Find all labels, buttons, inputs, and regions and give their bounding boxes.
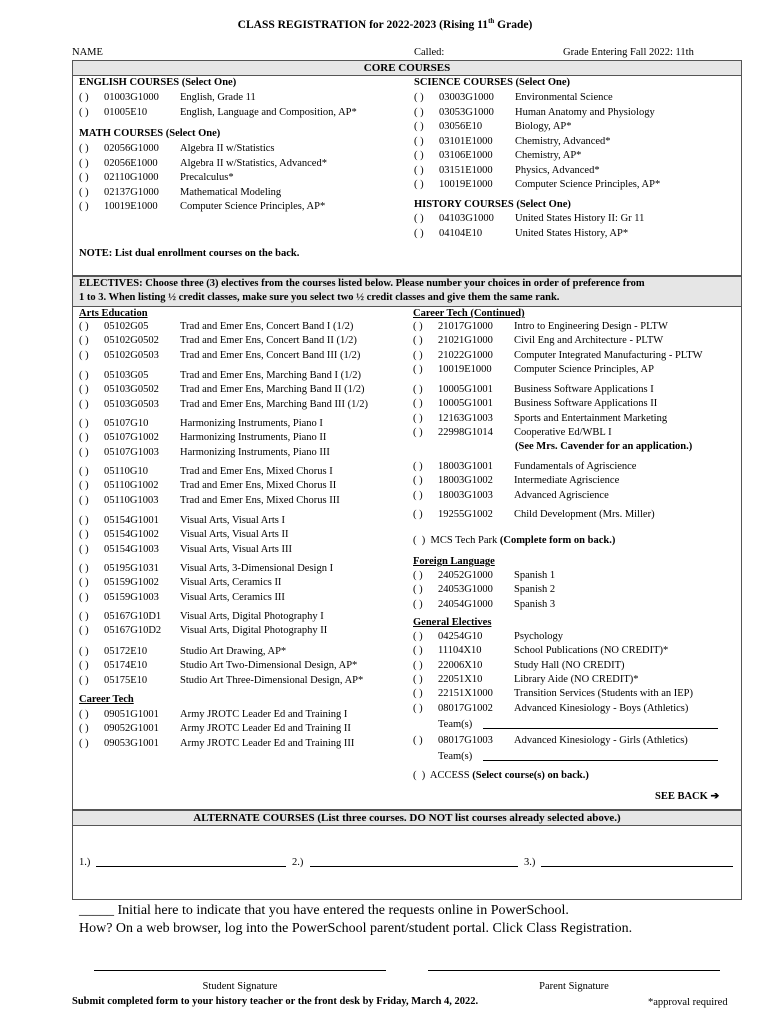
course-name: Army JROTC Leader Ed and Training I <box>180 709 348 720</box>
course-name: Visual Arts, Ceramics III <box>180 591 285 603</box>
course-name: Harmonizing Instruments, Piano III <box>180 446 330 458</box>
course-code: 05102G0502 <box>104 335 159 347</box>
course-checkbox[interactable]: ( ) <box>413 398 423 410</box>
course-code: 03101E1000 <box>439 135 493 147</box>
course-code: 03003G1000 <box>439 92 494 103</box>
course-name: Trad and Emer Ens, Marching Band III (1/2) <box>180 398 368 410</box>
core-courses-box <box>72 60 742 276</box>
course-checkbox[interactable]: ( ) <box>414 179 424 190</box>
see-back-note: SEE BACK ➔ <box>655 791 720 802</box>
team-line-girls[interactable] <box>483 760 718 761</box>
called-label: Called: <box>414 47 445 58</box>
arts-education-heading: Arts Education <box>79 308 148 319</box>
science-heading: SCIENCE COURSES (Select One) <box>414 77 571 88</box>
course-name: English, Language and Composition, AP* <box>180 106 357 118</box>
course-name: Computer Science Principles, AP* <box>180 201 326 212</box>
course-checkbox[interactable]: ( ) <box>79 321 89 332</box>
course-checkbox[interactable]: ( ) <box>79 418 89 429</box>
course-checkbox[interactable]: ( ) <box>413 349 423 361</box>
course-code: 03053G1000 <box>439 106 494 118</box>
course-code: 05174E10 <box>104 660 148 672</box>
course-checkbox[interactable]: ( ) <box>413 335 423 347</box>
career-tech-heading: Career Tech <box>79 694 134 705</box>
course-code: 22151X1000 <box>438 688 493 700</box>
course-code: 05154G1001 <box>104 515 159 526</box>
course-checkbox[interactable]: ( ) <box>79 446 89 458</box>
course-checkbox[interactable]: ( ) <box>79 432 89 444</box>
course-code: 05103G0503 <box>104 398 159 410</box>
submit-instructions: Submit completed form to your history teacher or the front desk by Friday, March 4, 2022. <box>72 996 479 1007</box>
course-name: Visual Arts, Visual Arts III <box>180 543 292 555</box>
course-checkbox[interactable]: ( ) <box>79 106 89 118</box>
course-checkbox[interactable]: ( ) <box>79 92 89 103</box>
approval-note: *approval required <box>648 997 728 1008</box>
course-code: 02110G1000 <box>104 172 159 183</box>
course-code: 08017G1003 <box>438 735 493 746</box>
course-checkbox[interactable]: ( ) <box>79 563 89 574</box>
course-code: 10005G1001 <box>438 398 493 410</box>
course-code: 02056G1000 <box>104 143 159 154</box>
course-checkbox[interactable]: ( ) <box>414 92 424 103</box>
course-code: 24052G1000 <box>438 570 493 581</box>
course-name: Harmonizing Instruments, Piano I <box>180 418 323 429</box>
course-checkbox[interactable]: ( ) <box>79 625 89 637</box>
course-checkbox[interactable]: ( ) <box>413 489 423 501</box>
course-code: 04104E10 <box>439 227 483 239</box>
course-code: 05107G1003 <box>104 446 159 458</box>
course-checkbox[interactable]: ( ) <box>79 143 89 154</box>
course-checkbox[interactable]: ( ) <box>413 384 423 395</box>
course-name: Algebra II w/Statistics <box>180 143 275 154</box>
course-name: Trad and Emer Ens, Mixed Chorus I <box>180 466 333 477</box>
course-name: Computer Science Principles, AP <box>514 363 654 375</box>
course-code: 05154G1003 <box>104 543 159 555</box>
course-code: 05154G1002 <box>104 529 159 541</box>
course-name: Biology, AP* <box>515 121 572 132</box>
course-code: 05102G0503 <box>104 349 159 361</box>
alternate-courses-header: ALTERNATE COURSES (List three courses. DO NOT list courses already selected above.) <box>72 810 742 826</box>
course-code: 05102G05 <box>104 321 149 332</box>
course-code: 10005G1001 <box>438 384 493 395</box>
course-name: United States History, AP* <box>515 227 629 239</box>
course-name: Army JROTC Leader Ed and Training III <box>180 737 355 749</box>
course-name: Trad and Emer Ens, Concert Band III (1/2) <box>180 349 361 361</box>
course-checkbox[interactable]: ( ) <box>414 227 424 239</box>
course-code: 22051X10 <box>438 673 483 685</box>
course-code: 11104X10 <box>438 645 482 657</box>
course-checkbox[interactable]: ( ) <box>413 584 423 596</box>
course-code: 09053G1001 <box>104 737 159 749</box>
course-checkbox[interactable]: ( ) <box>413 461 423 472</box>
course-name: Spanish 3 <box>514 598 556 610</box>
alternate-input-2[interactable] <box>310 866 518 867</box>
course-code: 05110G10 <box>104 466 148 477</box>
course-name: Sports and Entertainment Marketing <box>514 412 668 424</box>
course-name: Business Software Applications I <box>514 384 654 395</box>
course-checkbox[interactable]: ( ) <box>413 475 423 487</box>
alternate-input-3[interactable] <box>541 866 733 867</box>
course-code: 03106E1000 <box>439 150 493 161</box>
form-title: CLASS REGISTRATION for 2022-2023 (Rising 11th Grade) <box>237 17 533 31</box>
course-checkbox[interactable]: ( ) <box>413 509 423 520</box>
course-code: 02137G1000 <box>104 186 159 198</box>
course-code: 08017G1002 <box>438 702 493 714</box>
course-checkbox[interactable]: ( ) <box>413 735 423 746</box>
course-name: Trad and Emer Ens, Mixed Chorus II <box>180 480 337 492</box>
course-checkbox[interactable]: ( ) <box>79 201 89 212</box>
general-electives-heading: General Electives <box>413 617 492 628</box>
course-name: Advanced Kinesiology - Girls (Athletics) <box>514 735 688 746</box>
course-name: Transition Services (Students with an IEP) <box>514 688 693 700</box>
course-name: Trad and Emer Ens, Marching Band II (1/2) <box>180 384 365 396</box>
course-name: Fundamentals of Agriscience <box>514 461 637 472</box>
course-checkbox[interactable]: ( ) <box>79 577 89 589</box>
course-checkbox[interactable]: ( ) <box>414 150 424 161</box>
course-code: 18003G1002 <box>438 475 493 487</box>
team-line-boys[interactable] <box>483 728 718 729</box>
course-name: Library Aide (NO CREDIT)* <box>514 673 639 685</box>
cavender-note: (See Mrs. Cavender for an application.) <box>515 441 693 452</box>
course-checkbox[interactable]: ( ) <box>79 186 89 198</box>
course-checkbox[interactable]: ( ) <box>414 135 424 147</box>
course-name: Spanish 1 <box>514 570 556 581</box>
course-name: Army JROTC Leader Ed and Training II <box>180 723 351 735</box>
course-code: 21017G1000 <box>438 321 493 332</box>
course-code: 10019E1000 <box>439 179 493 190</box>
alternate-label-3: 3.) <box>524 857 536 868</box>
course-code: 19255G1002 <box>438 509 493 520</box>
alternate-label-1: 1.) <box>79 857 91 868</box>
course-name: Trad and Emer Ens, Mixed Chorus III <box>180 494 340 506</box>
course-code: 10019E1000 <box>104 201 158 212</box>
course-name: Visual Arts, Ceramics II <box>180 577 282 589</box>
course-name: Studio Art Drawing, AP* <box>180 646 287 657</box>
student-signature-line[interactable] <box>94 970 386 971</box>
course-checkbox[interactable]: ( ) <box>79 737 89 749</box>
course-name: Visual Arts, Visual Arts I <box>180 515 286 526</box>
course-code: 05167G10D1 <box>104 611 162 622</box>
grade-label: Grade Entering Fall 2022: 11th <box>563 47 694 58</box>
course-checkbox[interactable]: ( ) <box>414 213 424 224</box>
course-checkbox[interactable]: ( ) <box>79 515 89 526</box>
course-name: Chemistry, Advanced* <box>515 135 611 147</box>
course-name: Study Hall (NO CREDIT) <box>514 659 625 671</box>
course-code: 05107G10 <box>104 418 149 429</box>
course-name: Intermediate Agriscience <box>514 475 620 487</box>
course-name: Harmonizing Instruments, Piano II <box>180 432 327 444</box>
course-code: 09051G1001 <box>104 709 159 720</box>
course-name: Human Anatomy and Physiology <box>515 106 655 118</box>
course-code: 01005E10 <box>104 106 148 118</box>
electives-instructions-line1: ELECTIVES: Choose three (3) electives from the courses listed below. Please number your choices in order of preference from <box>79 278 645 289</box>
course-checkbox[interactable]: ( ) <box>413 702 423 714</box>
course-code: 21022G1000 <box>438 349 493 361</box>
mcs-tech-park-row[interactable]: ( ) MCS Tech Park (Complete form on back.) <box>413 535 616 546</box>
career-tech-continued-heading: Career Tech (Continued) <box>413 308 525 319</box>
core-courses-header: CORE COURSES <box>72 60 742 76</box>
course-checkbox[interactable]: ( ) <box>79 709 89 720</box>
course-code: 05159G1002 <box>104 577 159 589</box>
course-checkbox[interactable]: ( ) <box>79 674 89 686</box>
course-checkbox[interactable]: ( ) <box>79 370 89 381</box>
powerschool-initial-text: _____ Initial here to indicate that you have entered the requests online in PowerSchool. <box>79 903 569 918</box>
course-code: 10019E1000 <box>438 363 492 375</box>
course-checkbox[interactable]: ( ) <box>79 646 89 657</box>
course-code: 04103G1000 <box>439 213 494 224</box>
course-code: 22998G1014 <box>438 426 493 438</box>
course-name: Visual Arts, Digital Photography I <box>180 611 324 622</box>
student-signature-label: Student Signature <box>202 981 278 992</box>
history-heading: HISTORY COURSES (Select One) <box>414 199 571 210</box>
course-checkbox[interactable]: ( ) <box>79 494 89 506</box>
course-name: Psychology <box>514 631 564 642</box>
arrow-right-icon: ➔ <box>710 791 720 802</box>
course-code: 02056E1000 <box>104 157 158 169</box>
course-name: Computer Science Principles, AP* <box>515 179 661 190</box>
electives-instructions-line2: 1 to 3. When listing ½ credit classes, make sure you select two ½ credit classes and give them the same rank. <box>79 292 560 303</box>
course-code: 24054G1000 <box>438 598 493 610</box>
course-name: Civil Eng and Architecture - PLTW <box>514 335 664 347</box>
course-checkbox[interactable]: ( ) <box>79 398 89 410</box>
course-code: 05103G0502 <box>104 384 159 396</box>
course-checkbox[interactable]: ( ) <box>79 529 89 541</box>
course-checkbox[interactable]: ( ) <box>414 164 424 176</box>
course-checkbox[interactable]: ( ) <box>79 660 89 672</box>
course-checkbox[interactable]: ( ) <box>79 157 89 169</box>
course-code: 18003G1003 <box>438 489 493 501</box>
course-name: Mathematical Modeling <box>180 186 282 198</box>
course-checkbox[interactable]: ( ) <box>413 645 423 657</box>
course-checkbox[interactable]: ( ) <box>79 591 89 603</box>
course-checkbox[interactable]: ( ) <box>79 480 89 492</box>
course-code: 22006X10 <box>438 659 483 671</box>
course-code: 04254G10 <box>438 631 483 642</box>
course-checkbox[interactable]: ( ) <box>79 611 89 622</box>
course-name: Studio Art Two-Dimensional Design, AP* <box>180 660 358 672</box>
team-label-girls: Team(s) <box>438 751 473 762</box>
course-name: Cooperative Ed/WBL I <box>514 426 612 438</box>
course-name: Spanish 2 <box>514 584 556 596</box>
course-name: Business Software Applications II <box>514 398 658 410</box>
course-checkbox[interactable]: ( ) <box>413 570 423 581</box>
course-checkbox[interactable]: ( ) <box>413 659 423 671</box>
course-name: Visual Arts, 3-Dimensional Design I <box>180 563 334 574</box>
course-name: Child Development (Mrs. Miller) <box>514 509 655 520</box>
course-name: Studio Art Three-Dimensional Design, AP* <box>180 674 364 686</box>
parent-signature-label: Parent Signature <box>539 981 609 992</box>
math-heading: MATH COURSES (Select One) <box>79 128 221 139</box>
course-checkbox[interactable]: ( ) <box>414 106 424 118</box>
course-code: 03151E1000 <box>439 164 493 176</box>
course-checkbox[interactable]: ( ) <box>413 598 423 610</box>
foreign-language-heading: Foreign Language <box>413 556 495 567</box>
alternate-input-1[interactable] <box>96 866 286 867</box>
course-code: 03056E10 <box>439 121 483 132</box>
course-code: 18003G1001 <box>438 461 493 472</box>
course-checkbox[interactable]: ( ) <box>79 335 89 347</box>
course-checkbox[interactable]: ( ) <box>413 673 423 685</box>
course-name: English, Grade 11 <box>180 92 256 103</box>
course-code: 05110G1002 <box>104 480 159 492</box>
course-checkbox[interactable]: ( ) <box>79 723 89 735</box>
alternate-label-2: 2.) <box>292 857 304 868</box>
course-code: 05167G10D2 <box>104 625 162 637</box>
course-name: Visual Arts, Visual Arts II <box>180 529 289 541</box>
course-name: Physics, Advanced* <box>515 164 600 176</box>
course-name: Environmental Science <box>515 92 613 103</box>
course-code: 21021G1000 <box>438 335 493 347</box>
course-checkbox[interactable]: ( ) <box>79 384 89 396</box>
course-name: Chemistry, AP* <box>515 150 582 161</box>
course-code: 09052G1001 <box>104 723 159 735</box>
course-name: School Publications (NO CREDIT)* <box>514 645 669 657</box>
course-checkbox[interactable]: ( ) <box>413 688 423 700</box>
course-name: Visual Arts, Digital Photography II <box>180 625 328 637</box>
english-heading: ENGLISH COURSES (Select One) <box>79 77 237 88</box>
course-name: Computer Integrated Manufacturing - PLTW <box>514 349 703 361</box>
team-label-boys: Team(s) <box>438 719 473 730</box>
name-label: NAME <box>72 47 103 58</box>
course-code: 01003G1000 <box>104 92 159 103</box>
course-name: Advanced Kinesiology - Boys (Athletics) <box>514 702 689 714</box>
course-checkbox[interactable]: ( ) <box>79 172 89 183</box>
course-checkbox[interactable]: ( ) <box>413 631 423 642</box>
course-code: 05172E10 <box>104 646 148 657</box>
course-checkbox[interactable]: ( ) <box>413 426 423 438</box>
course-code: 05175E10 <box>104 674 148 686</box>
course-name: Advanced Agriscience <box>514 489 609 501</box>
course-code: 12163G1003 <box>438 412 493 424</box>
course-checkbox[interactable]: ( ) <box>79 543 89 555</box>
course-name: Intro to Engineering Design - PLTW <box>514 321 668 332</box>
course-checkbox[interactable]: ( ) <box>79 466 89 477</box>
parent-signature-line[interactable] <box>428 970 720 971</box>
course-name: Precalculus* <box>180 172 234 183</box>
course-name: Trad and Emer Ens, Marching Band I (1/2) <box>180 370 361 381</box>
course-checkbox[interactable]: ( ) <box>413 321 423 332</box>
course-checkbox[interactable]: ( ) <box>414 121 424 132</box>
course-code: 05110G1003 <box>104 494 159 506</box>
course-checkbox[interactable]: ( ) <box>413 412 423 424</box>
course-name: Trad and Emer Ens, Concert Band II (1/2) <box>180 335 357 347</box>
course-name: United States History II: Gr 11 <box>515 213 645 224</box>
course-code: 05195G1031 <box>104 563 159 574</box>
access-row[interactable]: ( ) ACCESS (Select course(s) on back.) <box>413 770 589 781</box>
dual-enrollment-note: NOTE: List dual enrollment courses on the back. <box>79 248 300 259</box>
powerschool-how-text: How? On a web browser, log into the PowerSchool parent/student portal. Click Class Registration. <box>79 921 633 936</box>
course-code: 05103G05 <box>104 370 149 381</box>
course-code: 05107G1002 <box>104 432 159 444</box>
course-name: Algebra II w/Statistics, Advanced* <box>180 157 327 169</box>
course-checkbox[interactable]: ( ) <box>413 363 423 375</box>
course-name: Trad and Emer Ens, Concert Band I (1/2) <box>180 321 354 332</box>
course-code: 05159G1003 <box>104 591 159 603</box>
course-checkbox[interactable]: ( ) <box>79 349 89 361</box>
course-code: 24053G1000 <box>438 584 493 596</box>
